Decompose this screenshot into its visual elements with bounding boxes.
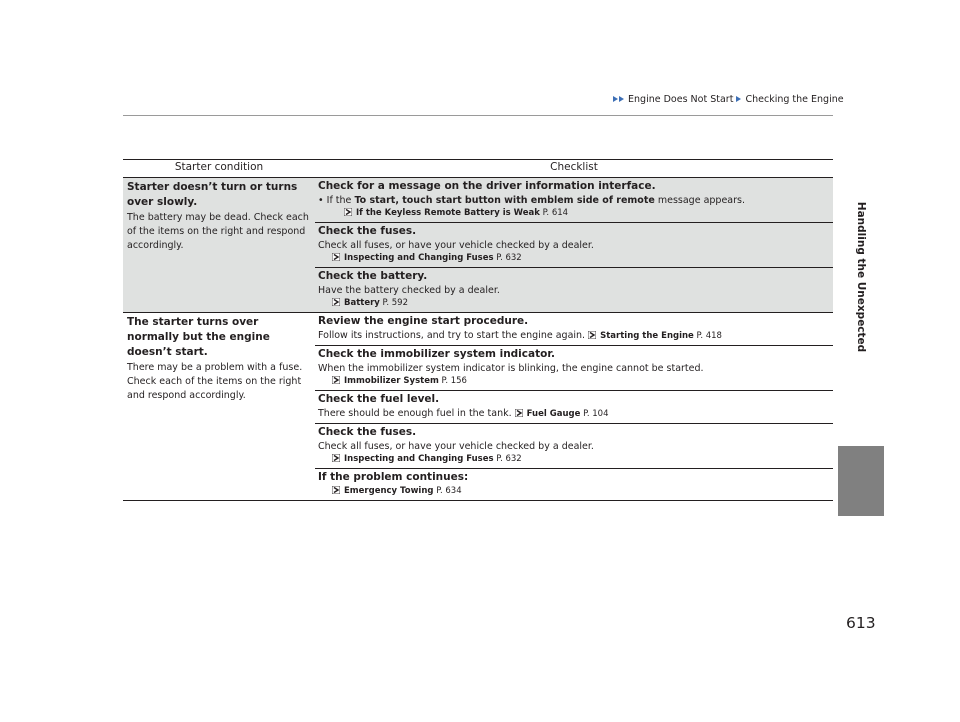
checklist-text-body: There should be enough fuel in the tank.: [318, 408, 512, 419]
reference-page: P. 632: [496, 454, 522, 464]
checklist-item: [315, 223, 833, 268]
reference-title[interactable]: Inspecting and Changing Fuses: [344, 454, 494, 464]
condition-text: There may be a problem with a fuse. Check each of the items on the right and respond accordingly.: [127, 362, 303, 401]
table-header: [123, 159, 833, 178]
checklist-text: Check all fuses, or have your vehicle checked by a dealer.: [318, 240, 594, 251]
reference-page: P. 592: [382, 298, 408, 308]
reference-arrow-icon: [332, 454, 340, 462]
reference-arrow-icon: [332, 486, 340, 494]
reference-title[interactable]: Immobilizer System: [344, 376, 439, 386]
arrow-right-icon: [619, 96, 624, 102]
page-reference[interactable]: [318, 485, 833, 497]
checklist-text: [318, 407, 833, 420]
page-reference[interactable]: [318, 453, 833, 465]
checklist-item: [315, 178, 833, 223]
reference-page: P. 104: [583, 409, 609, 419]
checklist-title: Check the battery.: [318, 270, 428, 282]
checklist-title: Review the engine start procedure.: [318, 315, 529, 327]
checklist-item: [315, 346, 833, 391]
checklist-item: [315, 391, 833, 424]
side-section-tab: [838, 112, 884, 442]
table-row: [123, 313, 833, 501]
section-tab-marker: [838, 446, 884, 516]
condition-cell: [123, 313, 315, 500]
reference-arrow-icon: [332, 376, 340, 384]
table-row: [123, 178, 833, 313]
reference-arrow-icon: [332, 253, 340, 261]
checklist-title: Check the fuses.: [318, 225, 417, 237]
reference-title[interactable]: Fuel Gauge: [526, 409, 581, 419]
reference-title[interactable]: Emergency Towing: [344, 486, 434, 496]
breadcrumb: [613, 94, 844, 105]
reference-arrow-icon: [588, 331, 596, 339]
condition-title: The starter turns over normally but the engine doesn’t start.: [127, 316, 270, 358]
arrow-right-icon: [613, 96, 618, 102]
reference-title[interactable]: If the Keyless Remote Battery is Weak: [356, 208, 540, 218]
reference-page: P. 418: [696, 331, 722, 341]
page-reference[interactable]: [318, 297, 833, 309]
checklist-title: Check for a message on the driver information interface.: [318, 180, 656, 192]
reference-page: P. 156: [441, 376, 467, 386]
column-header-condition: Starter condition: [174, 161, 264, 173]
reference-arrow-icon: [515, 409, 523, 417]
checklist-item: [315, 313, 833, 346]
checklist-title: If the problem continues:: [318, 471, 469, 483]
reference-title[interactable]: Starting the Engine: [600, 331, 694, 341]
reference-page: P. 632: [496, 253, 522, 263]
arrow-right-icon: [736, 96, 741, 102]
checklist-item: [315, 268, 833, 312]
page-reference[interactable]: [588, 331, 722, 341]
reference-page: P. 634: [436, 486, 462, 496]
reference-arrow-icon: [332, 298, 340, 306]
checklist-text-body: Follow its instructions, and try to start the engine again.: [318, 330, 586, 341]
reference-title[interactable]: Inspecting and Changing Fuses: [344, 253, 494, 263]
checklist-item: [315, 469, 833, 500]
condition-text: The battery may be dead. Check each of the items on the right and respond accordingly.: [127, 212, 309, 251]
breadcrumb-item[interactable]: Engine Does Not Start: [628, 94, 734, 105]
reference-title[interactable]: Battery: [344, 298, 380, 308]
side-section-label: Handling the Unexpected: [855, 201, 867, 353]
checklist-title: Check the fuel level.: [318, 393, 440, 405]
header-divider: [123, 115, 833, 116]
text-bold: To start, touch start button with emblem side of remote: [354, 195, 655, 206]
page-reference[interactable]: [318, 252, 833, 264]
condition-title: Starter doesn’t turn or turns over slowly.: [127, 181, 298, 208]
checklist-item: [315, 424, 833, 469]
text-pre: If the: [326, 195, 352, 206]
reference-page: P. 614: [542, 208, 569, 218]
column-header-checklist: Checklist: [550, 161, 598, 173]
page-reference[interactable]: [318, 375, 833, 387]
checklist-cell: [315, 178, 833, 312]
page-reference[interactable]: [515, 409, 609, 419]
reference-arrow-icon: [344, 208, 352, 216]
condition-cell: [123, 178, 315, 312]
checklist-text: Have the battery checked by a dealer.: [318, 285, 500, 296]
text-post: message appears.: [657, 195, 745, 206]
checklist-cell: [315, 313, 833, 500]
page-reference[interactable]: [318, 207, 833, 219]
checklist-title: Check the fuses.: [318, 426, 417, 438]
breadcrumb-item[interactable]: Checking the Engine: [745, 94, 844, 105]
checklist-text: Check all fuses, or have your vehicle checked by a dealer.: [318, 441, 594, 452]
checklist-text: [318, 329, 833, 342]
checklist-text: [318, 194, 833, 207]
checklist-text: When the immobilizer system indicator is blinking, the engine cannot be started.: [318, 363, 704, 374]
page-number: 613: [846, 614, 876, 632]
checklist-title: Check the immobilizer system indicator.: [318, 348, 555, 360]
bullet: •: [318, 195, 324, 206]
troubleshooting-table: [123, 159, 833, 501]
